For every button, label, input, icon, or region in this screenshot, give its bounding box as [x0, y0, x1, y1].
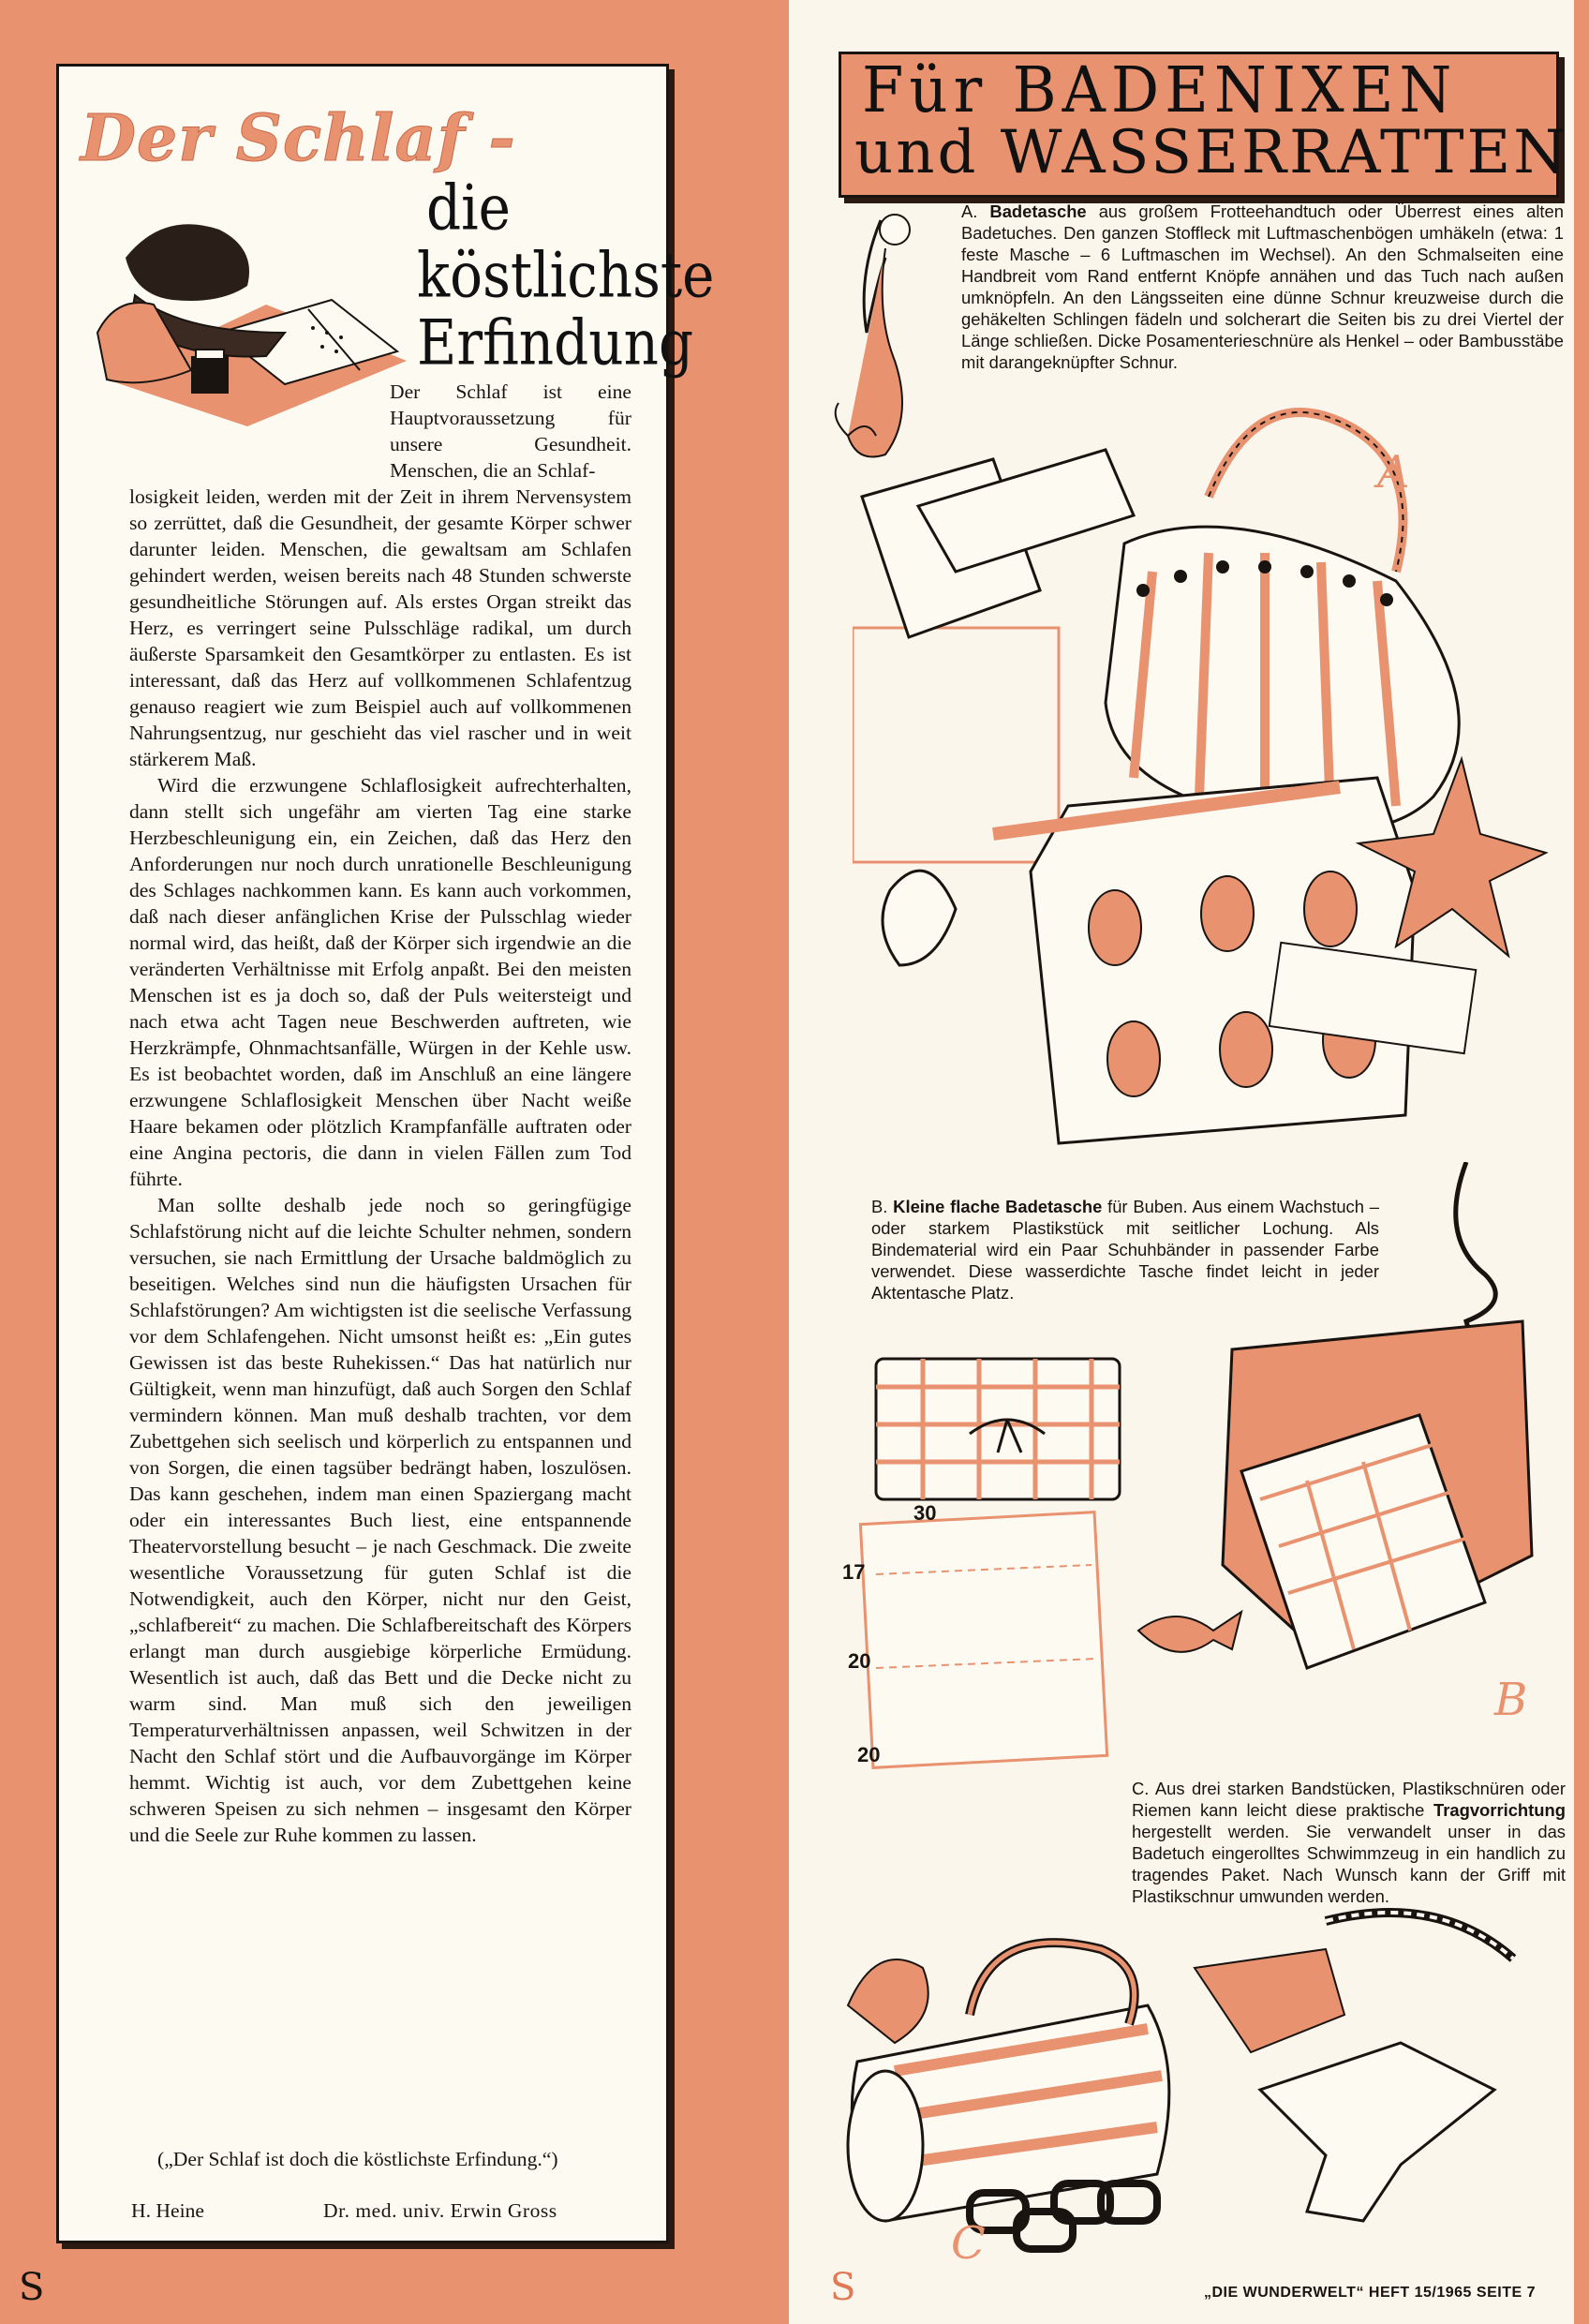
publisher-logo: S — [19, 2266, 45, 2309]
section-b-body: für Buben. Aus einem Wachstuch – oder starkem Plastikstück mit seitlicher Lochung. Als Bindematerial wird ein Paar Schuhbänder in passender Farbe verwendet. Diese wasserdichte Tasche findet leicht in jeder Aktentasche Platz. — [871, 1197, 1379, 1303]
dimension-30: 30 — [913, 1501, 937, 1525]
section-c-body-end: hergestellt werden. Sie verwandelt unser in das Badetuch eingerolltes Schwimmzeug in ein handlich zu tragendes Paket. Nach Wunsch kann der Griff mit Plastikschnur umwunden werden. — [1132, 1822, 1566, 1906]
publisher-logo-right: S — [830, 2266, 856, 2309]
heine-quote: („Der Schlaf ist doch die köstlichste Erfindung.“) — [157, 2148, 558, 2170]
drawing-letter-b: B — [1494, 1674, 1528, 1726]
page-footer: „DIE WUNDERWELT“ HEFT 15/1965 SEITE 7 — [1204, 2285, 1536, 2301]
title-line-1: Für BADENIXEN — [862, 54, 1458, 127]
article-paragraph-2: Wird die erzwungene Schlaflosigkeit aufrechterhalten, dann stellt sich ungefähr am vierten Tag eine starke Herzbeschleunigung ein, ein Zeichen, daß das Herz den Anforderungen nur noch durch unrationelle Beschleunigung des Schlages nachkommen kann. Es kann auch vorkommen, daß nach dieser anfänglichen Krise der Pulsschlag wieder normal wird, das heißt, daß der Körper sich irgendwie an die veränderten Verhältnisse mit Erfolg anpaßt. Bei den meisten Menschen ist es ja doch so, daß der Puls weitersteigt und nach etwa acht Tagen neue Beschwerden auftreten, wie Herzkrämpfe, Ohnmachtsanfälle, Würgen in der Kehle usw. Es ist beobachtet worden, daß im Anschluß an eine längere erzwungene Schlaflosigkeit Menschen über Nacht weiße Haare bekamen oder plötzlich Krampfanfälle auftraten oder eine Angina pectoris, die dann in vielen Fällen zum Tod führte. — [129, 774, 631, 1190]
article-body — [129, 484, 631, 1848]
beach-bag-a-illustration — [853, 403, 1565, 1171]
section-a-bold: Badetasche — [989, 201, 1087, 221]
flat-bag-b-illustration — [839, 1162, 1560, 1780]
quote-attribution: H. Heine — [131, 2199, 204, 2222]
dimension-20-a: 20 — [848, 1649, 871, 1673]
article-paragraph-1: losigkeit leiden, werden mit der Zeit in ihrem Nervensystem so zerrüttet, daß die Gesundheit, der gesamte Körper schwer darunter leiden. Menschen, die gewaltsam am Schlafen gehindert werden, weisen bereits nach 48 Stunden schwerste gesundheitliche Störungen auf. Als erstes Organ streikt das Herz, es verringert seine Pulsschläge radikal, um durch äußerste Sparsamkeit den Gesamtkörper zu entlasten. Es ist interessant, daß das Herz auf vollkommenen Schlafentzug genauso reagiert wie zum Beispiel auch auf vollkommenen Nahrungsentzug, nur geschieht das viel rascher und in weit stärkerem Maß. — [129, 485, 631, 770]
section-c-body-start: Aus drei starken Bandstücken, Plastikschnüren oder Riemen kann leicht diese praktische — [1132, 1779, 1566, 1820]
section-c-label: C. — [1132, 1779, 1150, 1798]
sleeping-boy-illustration — [79, 192, 416, 426]
section-a-body: aus großem Frotteehandtuch oder Überrest eines alten Badetuches. Den ganzen Stoffleck mit Luftmaschenbögen umhäkeln (etwa: 1 feste Masche – 6 Luftmaschen im Wechsel). An den Schmalseiten eine Handbreit vom Rand entfernt Knöpfe annähen und das Tuch nach außen umknöpfeln. An den Längsseiten eine dünne Schnur kreuzweise durch die gehäkelten Schlingen fädeln und solcherart die Seiten bis zu drei Viertel der Länge schließen. Dicke Posamenterieschnüre als Henkel – oder Bambusstäbe mit darangeknüpfter Schnur. — [961, 201, 1564, 372]
section-b-bold: Kleine flache Badetasche — [893, 1197, 1103, 1216]
section-c-text — [1132, 1778, 1566, 1907]
headline-line-2: köstlichste — [417, 238, 715, 312]
carrier-c-illustration — [839, 1902, 1569, 2277]
article-paragraph-3: Man sollte deshalb jede noch so geringfügige Schlafstörung nicht auf die leichte Schulter nehmen, sondern versuchen, sie nach Ermittlung der Ursache baldmöglich zu beseitigen. Welches sind nun die häufigsten Ursachen für Schlafstörungen? Am wichtigsten ist die seelische Verfassung vor dem Schlafengehen. Nicht umsonst heißt es: „Ein gutes Gewissen ist das beste Ruhekissen.“ Das hat natürlich nur Gültigkeit, wenn man hinzufügt, daß auch Sorgen den Schlaf vermindern können. Man muß deshalb trachten, vor dem Zubettgehen sich seelisch und körperlich zu entspannen und von Sorgen, die einen tagsüber bedrängt haben, loszulösen. Das kann geschehen, indem man einen Spaziergang macht oder ein interessantes Buch liest, eine entspannende Theatervorstellung besucht – je nach Geschmack. Die zweite wesentliche Voraussetzung für guten Schlaf ist die Notwendigkeit, auch den Körper, nicht nur den Geist, „schlafbereit“ zu machen. Die Schlafbereitschaft des Körpers erlangt man durch ausgiebige körperliche Ermüdung. Wesentlich ist auch, daß das Bett und die Decke nicht zu warm sind. Man muß sich den jeweiligen Temperaturverhältnissen anpassen, weil Schwitzen in der Nacht den Schlaf stört und die Aufbauvorgänge im Körper hemmt. Wichtig ist auch, vor dem Zubettgehen keine schweren Speisen zu sich nehmen – insgesamt den Körper und die Seele zur Ruhe kommen zu lassen. — [129, 1194, 631, 1846]
page-gutter — [789, 0, 815, 2324]
headline-script: Der Schlaf - — [81, 101, 516, 176]
dimension-17: 17 — [842, 1560, 866, 1584]
headline-line-1: die — [426, 171, 512, 245]
drawing-letter-a: A — [1377, 446, 1410, 499]
right-page-edge — [1574, 0, 1589, 2324]
section-c-bold: Tragvorrichtung — [1433, 1800, 1566, 1820]
dimension-20-b: 20 — [857, 1743, 881, 1766]
section-a-text — [961, 201, 1564, 373]
headline-line-3: Erfindung — [417, 305, 694, 380]
section-a-label: A. — [961, 201, 978, 221]
drawing-letter-c: C — [951, 2217, 986, 2270]
article-author: Dr. med. univ. Erwin Gross — [323, 2199, 557, 2222]
title-line-2: und WASSERRATTEN — [854, 118, 1569, 187]
article-intro: Der Schlaf ist eine Hauptvoraussetzung für unsere Gesundheit. Menschen, die an Schlaf- — [390, 380, 631, 482]
section-b-label: B. — [871, 1197, 888, 1216]
